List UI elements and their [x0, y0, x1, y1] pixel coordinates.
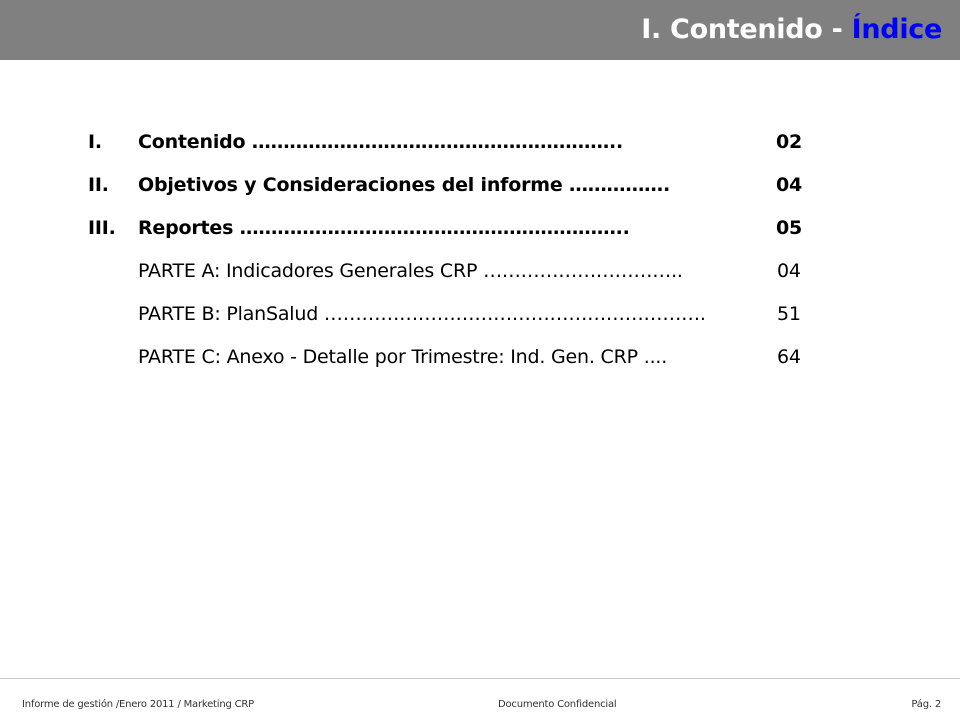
toc-item-reportes[interactable]: [88, 210, 828, 246]
toc-item-text: Objetivos y Consideraciones del informe …………….: [138, 174, 670, 196]
toc-item-parte-a[interactable]: [88, 253, 828, 289]
page-title: [641, 10, 942, 50]
toc-item-page: 02: [776, 131, 803, 153]
toc-item-text: PARTE B: PlanSalud …………………………………………………….: [138, 303, 706, 325]
toc-item-number: III.: [88, 217, 116, 239]
toc-item-text: PARTE C: Anexo - Detalle por Trimestre: Ind. Gen. CRP ....: [138, 346, 668, 368]
footer-divider: [0, 678, 960, 679]
title-prefix: I. Contenido -: [641, 14, 852, 45]
header-bar: [0, 0, 960, 60]
title-accent: Índice: [851, 14, 942, 45]
footer-page-number: Pág. 2: [911, 699, 941, 710]
toc-item-page: 04: [777, 260, 801, 282]
toc-item-page: 05: [776, 217, 803, 239]
toc-item-text: Contenido …………………………………………………..: [138, 131, 624, 153]
toc-item-text: PARTE A: Indicadores Generales CRP …………………………..: [138, 260, 683, 282]
toc-item-page: 04: [776, 174, 803, 196]
footer-confidential: Documento Confidencial: [498, 699, 617, 710]
toc-item-page: 51: [777, 303, 801, 325]
toc-item-text: Reportes ……………………………………………………..: [138, 217, 630, 239]
toc-item-parte-b[interactable]: [88, 296, 828, 332]
toc-item-number: I.: [88, 131, 102, 153]
toc-item-parte-c[interactable]: [88, 339, 828, 375]
toc-item-contenido[interactable]: [88, 124, 828, 160]
footer-report-info: Informe de gestión /Enero 2011 / Marketing CRP: [22, 699, 254, 710]
toc-item-number: II.: [88, 174, 109, 196]
toc-item-page: 64: [777, 346, 801, 368]
toc-item-objetivos[interactable]: [88, 167, 828, 203]
